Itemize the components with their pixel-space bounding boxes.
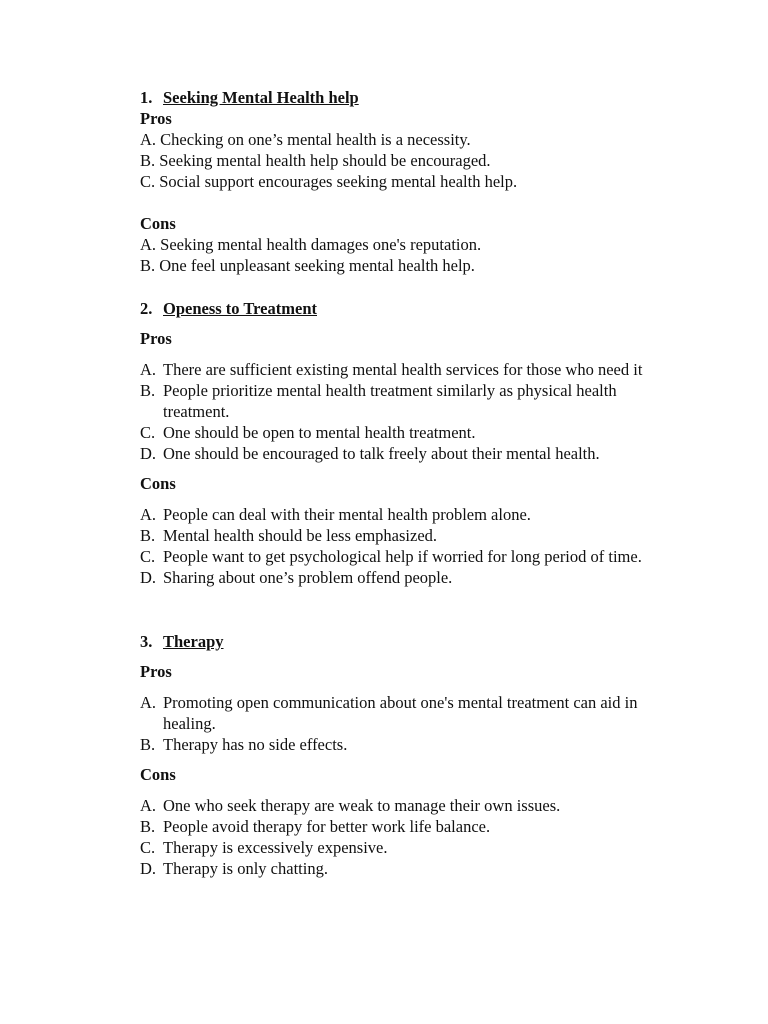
- item-letter: B.: [140, 526, 156, 545]
- cons-item: B. One feel unpleasant seeking mental health help.: [140, 256, 475, 275]
- pros-item: [140, 359, 685, 380]
- item-text: There are sufficient existing mental health services for those who need it: [163, 360, 643, 379]
- cons-label: Cons: [140, 474, 176, 493]
- pros-item: [140, 734, 685, 755]
- section-heading: [140, 298, 685, 319]
- item-letter: A.: [140, 796, 157, 815]
- cons-item: [140, 858, 685, 879]
- item-letter: D.: [140, 568, 157, 587]
- pros-label: Pros: [140, 109, 172, 128]
- section-title: Openess to Treatment: [163, 299, 317, 318]
- item-letter: C.: [140, 547, 156, 566]
- cons-item: [140, 567, 685, 588]
- item-text: Mental health should be less emphasized.: [163, 526, 438, 545]
- item-text: People want to get psychological help if worried for long period of time.: [163, 547, 642, 566]
- pros-item: C. Social support encourages seeking mental health help.: [140, 172, 518, 191]
- item-text: One should be encouraged to talk freely about their mental health.: [163, 444, 600, 463]
- section-title: Therapy: [163, 632, 224, 651]
- pros-item: [140, 380, 685, 422]
- pros-item: A. Checking on one’s mental health is a necessity.: [140, 130, 471, 149]
- item-text: Promoting open communication about one's mental treatment can aid in healing.: [163, 693, 638, 733]
- cons-item: [140, 837, 685, 858]
- section-heading: [140, 631, 685, 652]
- pros-item: [140, 443, 685, 464]
- item-text: People avoid therapy for better work life balance.: [163, 817, 491, 836]
- cons-item: [140, 525, 685, 546]
- item-text: People prioritize mental health treatment similarly as physical health treatment.: [163, 381, 617, 421]
- item-text: Therapy has no side effects.: [163, 735, 348, 754]
- item-letter: A.: [140, 505, 157, 524]
- pros-label: Pros: [140, 662, 172, 681]
- item-text: Sharing about one’s problem offend people.: [163, 568, 453, 587]
- pros-label: Pros: [140, 329, 172, 348]
- item-text: Therapy is only chatting.: [163, 859, 328, 878]
- item-letter: C.: [140, 838, 156, 857]
- item-letter: B.: [140, 817, 156, 836]
- section-title: Seeking Mental Health help: [163, 88, 359, 107]
- section-number: 2.: [140, 299, 153, 318]
- pros-item: B. Seeking mental health help should be encouraged.: [140, 151, 491, 170]
- section-heading: [140, 87, 685, 108]
- item-letter: D.: [140, 859, 157, 878]
- section-therapy: [140, 631, 685, 879]
- item-letter: A.: [140, 360, 157, 379]
- cons-label: Cons: [140, 214, 176, 233]
- cons-item: [140, 795, 685, 816]
- document-page: [140, 87, 685, 879]
- pros-item: [140, 422, 685, 443]
- item-letter: B.: [140, 735, 156, 754]
- item-text: People can deal with their mental health problem alone.: [163, 505, 531, 524]
- item-letter: D.: [140, 444, 157, 463]
- item-letter: A.: [140, 693, 157, 712]
- section-openess-treatment: [140, 298, 685, 588]
- section-number: 1.: [140, 88, 153, 107]
- section-number: 3.: [140, 632, 153, 651]
- item-text: One should be open to mental health treatment.: [163, 423, 476, 442]
- cons-item: [140, 504, 685, 525]
- cons-item: [140, 816, 685, 837]
- cons-item: [140, 546, 685, 567]
- section-seeking-help: [140, 87, 685, 276]
- item-letter: C.: [140, 423, 156, 442]
- pros-item: [140, 692, 685, 734]
- cons-item: A. Seeking mental health damages one's reputation.: [140, 235, 482, 254]
- cons-label: Cons: [140, 765, 176, 784]
- item-text: Therapy is excessively expensive.: [163, 838, 388, 857]
- item-text: One who seek therapy are weak to manage their own issues.: [163, 796, 561, 815]
- item-letter: B.: [140, 381, 156, 400]
